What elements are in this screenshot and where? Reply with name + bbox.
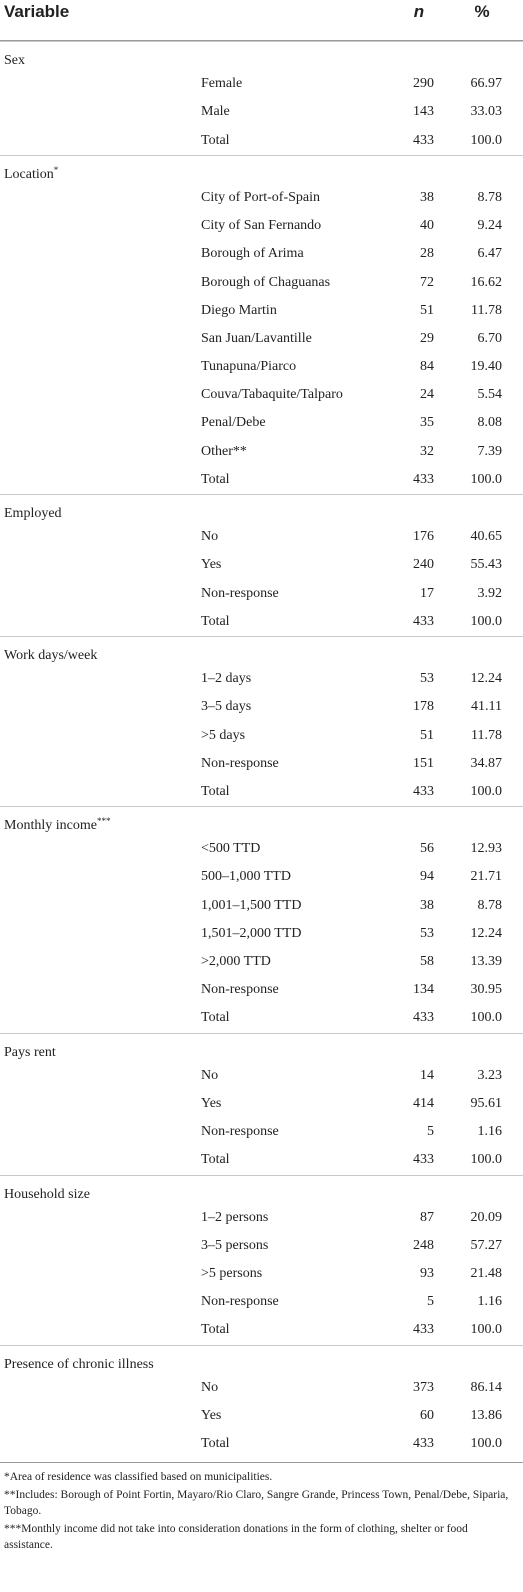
count-cell: 433 [413,783,434,799]
category-label: Tunapuna/Piarco [201,359,297,375]
category-label: Other** [201,443,247,459]
percent-cell: 57.27 [470,1237,502,1253]
category-label: Couva/Tabaquite/Talparo [201,387,343,403]
count-cell: 433 [413,613,434,629]
percent-cell: 8.08 [477,415,502,431]
count-cell: 84 [420,359,434,375]
percent-cell: 19.40 [470,359,502,375]
category-label: Penal/Debe [201,415,266,431]
table-row [0,1232,523,1260]
group-label-text: Sex [4,53,25,68]
count-cell: 5 [427,1294,434,1310]
category-label: City of San Fernando [201,218,322,234]
percent-cell: 55.43 [470,557,502,573]
percent-cell: 6.70 [477,330,502,346]
percent-cell: 34.87 [470,755,502,771]
count-cell: 72 [420,274,434,290]
percent-cell: 9.24 [477,218,502,234]
percent-cell: 12.93 [470,841,502,857]
group-row [0,494,523,523]
table-row [0,1118,523,1146]
group-row [0,1033,523,1062]
count-cell: 134 [413,982,434,998]
category-label: San Juan/Lavantille [201,330,312,346]
category-label: 500–1,000 TTD [201,869,291,885]
table-row [0,863,523,891]
count-cell: 29 [420,330,434,346]
table-row [0,1062,523,1090]
count-cell: 433 [413,1010,434,1026]
category-label: Total [201,1010,230,1026]
percent-cell: 12.24 [470,925,502,941]
table-row [0,722,523,750]
group-label-text: Household size [4,1186,90,1202]
table-row [0,551,523,579]
table-row [0,297,523,325]
percent-cell: 100.0 [470,471,502,487]
category-label: Male [201,104,230,120]
category-label: 1,501–2,000 TTD [201,925,302,941]
count-cell: 51 [420,727,434,743]
group-label-text: Pays rent [4,1044,56,1060]
category-label: Non-response [201,1294,279,1310]
table-row [0,608,523,636]
count-cell: 5 [427,1124,434,1140]
count-cell: 17 [420,585,434,601]
table-row [0,1402,523,1430]
group-label-footnote-mark: *** [96,816,111,827]
table-row [0,438,523,466]
table-row [0,70,523,98]
percent-cell: 86.14 [470,1379,502,1395]
count-cell: 151 [413,755,434,771]
table-footnotes [0,1462,523,1553]
category-label: Yes [201,1095,222,1111]
table-row [0,1004,523,1032]
count-cell: 32 [420,443,434,459]
category-label: >5 persons [201,1266,263,1282]
category-label: Total [201,783,230,799]
table-header [0,0,523,41]
table-row [0,212,523,240]
percent-cell: 1.16 [477,1124,502,1140]
category-label: No [201,1067,219,1083]
category-label: Non-response [201,982,279,998]
percent-cell: 66.97 [470,76,502,92]
table-row [0,127,523,155]
table-row [0,778,523,806]
category-label: Yes [201,1408,222,1423]
percent-cell: 13.39 [470,954,502,969]
percent-cell: 6.47 [477,246,502,262]
footnote: ***Monthly income did not take into consideration donations in the form of clothing, shelter or food assistance. [4,1523,468,1552]
group-label-footnote-mark: * [53,164,59,175]
percent-cell: 100.0 [470,783,502,799]
percent-cell: 16.62 [470,274,502,290]
table-row [0,98,523,126]
count-cell: 290 [413,76,434,92]
count-cell: 433 [413,1152,434,1168]
percent-cell: 13.86 [470,1408,502,1423]
count-cell: 93 [420,1266,434,1282]
percent-cell: 41.11 [471,699,502,715]
category-label: 1–2 days [201,671,252,687]
category-label: Diego Martin [201,302,277,318]
count-cell: 87 [420,1209,434,1225]
count-cell: 433 [413,132,434,148]
percent-cell: 20.09 [470,1209,502,1225]
category-label: Total [201,613,230,629]
table-row [0,466,523,494]
percent-cell: 7.39 [477,443,502,459]
category-label: No [201,1379,219,1395]
count-cell: 433 [413,1322,434,1338]
group-row [0,636,523,665]
table-row [0,665,523,693]
percent-cell: 3.92 [477,585,502,601]
count-cell: 24 [420,387,434,403]
table-row [0,750,523,778]
table-row [0,325,523,353]
table-row [0,580,523,608]
count-cell: 433 [413,471,434,487]
table-row [0,523,523,551]
footnote: *Area of residence was classified based on municipalities. [4,1471,273,1484]
table-row [0,1374,523,1402]
category-label: >5 days [201,727,246,743]
category-label: Total [201,471,230,487]
category-label: Total [201,1322,230,1338]
table-body [0,41,523,1458]
percent-cell: 100.0 [470,132,502,148]
group-row [0,155,523,184]
group-label-text: Employed [4,506,62,521]
table-row [0,1146,523,1174]
category-label: Non-response [201,1124,279,1140]
count-cell: 240 [413,557,434,573]
count-cell: 94 [420,869,434,885]
category-label: Non-response [201,585,279,601]
count-cell: 38 [420,189,434,205]
table-row [0,381,523,409]
count-cell: 248 [413,1237,434,1253]
table-row [0,1204,523,1232]
category-label: 1,001–1,500 TTD [201,897,302,913]
percent-cell: 40.65 [470,529,502,545]
table-row [0,1430,523,1458]
percent-cell: 3.23 [477,1067,502,1083]
table-row [0,240,523,268]
percent-cell: 1.16 [477,1294,502,1310]
percent-cell: 11.78 [471,727,502,743]
percent-cell: 8.78 [477,897,502,913]
count-cell: 51 [420,302,434,318]
percent-cell: 100.0 [470,1010,502,1026]
count-cell: 414 [413,1095,434,1111]
footnote: **Includes: Borough of Point Fortin, Mayaro/Rio Claro, Sangre Grande, Princess Town, Penal/Debe, Siparia, Tobago. [4,1489,509,1518]
table-row [0,1316,523,1344]
percent-cell: 30.95 [470,982,502,998]
count-cell: 38 [420,897,434,913]
table-row [0,693,523,721]
count-cell: 58 [420,954,434,969]
table-row [0,976,523,1004]
category-label: City of Port-of-Spain [201,189,320,205]
header-percent: % [474,2,490,21]
group-label-text: Work days/week [4,647,98,663]
category-label: 3–5 days [201,699,252,715]
count-cell: 14 [420,1067,434,1083]
header-variable: Variable [4,2,70,21]
count-cell: 433 [413,1436,434,1452]
group-label-text: Location [4,166,54,182]
category-label: >2,000 TTD [201,954,271,969]
header-n: n [413,2,425,21]
count-cell: 56 [420,841,434,857]
group-row [0,41,523,70]
percent-cell: 11.78 [471,302,502,318]
table-row [0,1260,523,1288]
percent-cell: 100.0 [470,1152,502,1168]
category-label: Yes [201,557,222,573]
category-label: Total [201,1436,230,1452]
count-cell: 28 [420,246,434,262]
count-cell: 60 [420,1408,434,1423]
group-label-text: Monthly income [4,818,97,834]
count-cell: 53 [420,925,434,941]
percent-cell: 21.48 [470,1266,502,1282]
table-row [0,269,523,297]
category-label: 1–2 persons [201,1209,269,1225]
count-cell: 53 [420,671,434,687]
category-label: Borough of Arima [201,246,304,262]
category-label: No [201,529,219,545]
category-label: Female [201,76,243,92]
category-label: Non-response [201,755,279,771]
percent-cell: 12.24 [470,671,502,687]
table-row [0,1288,523,1316]
table-row [0,920,523,948]
percent-cell: 21.71 [470,869,502,885]
percent-cell: 100.0 [470,613,502,629]
table-row [0,835,523,863]
count-cell: 40 [420,218,434,234]
group-row [0,806,523,835]
count-cell: 373 [413,1379,434,1395]
category-label: Total [201,132,230,148]
percent-cell: 100.0 [470,1322,502,1338]
percent-cell: 100.0 [470,1436,502,1452]
table-row [0,892,523,920]
count-cell: 35 [420,415,434,431]
count-cell: 178 [413,699,434,715]
count-cell: 143 [413,104,434,120]
table-row [0,353,523,381]
group-row [0,1345,523,1374]
percent-cell: 33.03 [470,104,502,120]
percent-cell: 5.54 [477,387,502,403]
percent-cell: 95.61 [470,1095,502,1111]
table-row [0,409,523,437]
percent-cell: 8.78 [477,189,502,205]
category-label: Borough of Chaguanas [201,274,331,290]
count-cell: 176 [413,529,434,545]
group-row [0,1175,523,1204]
table-row [0,184,523,212]
table-row [0,1090,523,1118]
category-label: Total [201,1152,230,1168]
category-label: <500 TTD [201,841,261,857]
group-label-text: Presence of chronic illness [4,1356,154,1372]
category-label: 3–5 persons [201,1237,269,1253]
table-row [0,948,523,976]
